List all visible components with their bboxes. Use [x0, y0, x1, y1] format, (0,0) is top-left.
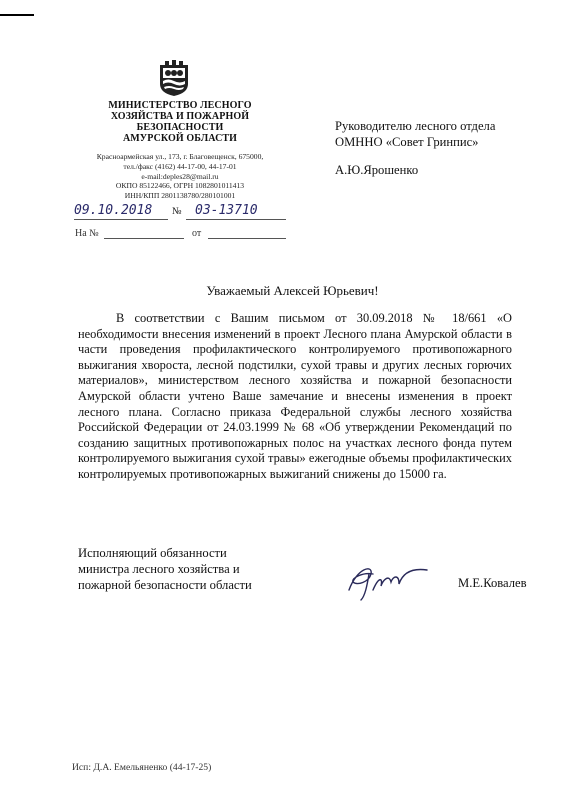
reference-number-line: [104, 238, 184, 239]
letter-body: [78, 311, 512, 483]
executor-note: Исп: Д.А. Емельяненко (44-17-25): [72, 762, 212, 773]
salutation: Уважаемый Алексей Юрьевич!: [206, 283, 379, 298]
ministry-line: АМУРСКОЙ ОБЛАСТИ: [122, 133, 238, 144]
number-underline: [186, 219, 286, 220]
ministry-name: [100, 100, 260, 144]
body-paragraph: В соответствии с Вашим письмом от 30.09.2018 № 18/661 «О необходимости внесения изменений в проект Лесного плана Амурской области в части проведения профилактического контролируемого противопожарного выжигания хвороста, лесной подстилки, сухой травы и других лесных горючих материалов», министерством лесного хозяйства и пожарной безопасности Амурской области учтено Ваше замечание и внесены изменения в проект лесного плана. Согласно приказа Федеральной службы лесного хозяйства Российской Федерации от 24.03.1999 № 68 «Об утверждении Рекомендаций по созданию защитных противопожарных полос на участках лесного фонда путем контролируемого выжигания сухой травы» ежегодные объемы профилактических контролируемых противопожарных выжиганий снижены до 15000 га.: [78, 311, 512, 481]
ministry-contacts: [88, 152, 272, 201]
ministry-line: БЕЗОПАСНОСТИ: [136, 122, 224, 133]
coat-of-arms-emblem: [157, 57, 191, 97]
position-line: министра лесного хозяйства и: [78, 562, 240, 576]
reference-label: На №: [75, 228, 99, 239]
contact-line: e-mail:deples28@mail.ru: [141, 171, 219, 181]
date-underline: [74, 219, 168, 220]
contact-line: ИНН/КПП 2801138780/280101001: [124, 191, 236, 201]
ministry-line: ХОЗЯЙСТВА И ПОЖАРНОЙ: [110, 111, 250, 122]
contact-line: тел./факс (4162) 44-17-00, 44-17-01: [123, 161, 237, 171]
signer-name: М.Е.Ковалев: [458, 576, 527, 590]
addressee-block: [335, 118, 495, 178]
number-sign: №: [172, 206, 182, 217]
contact-line: ОКПО 85122466, ОГРН 1082801011413: [115, 181, 245, 191]
outgoing-date: 09.10.2018: [74, 203, 153, 218]
corner-mark: [0, 14, 34, 16]
addressee-name: А.Ю.Ярошенко: [335, 163, 419, 177]
addressee-position: Руководителю лесного отдела: [335, 119, 496, 133]
contact-line: Красноармейская ул., 173, г. Благовещенск, 675000,: [96, 152, 264, 161]
reference-date-line: [208, 238, 286, 239]
addressee-organization: ОМННО «Совет Гринпис»: [335, 135, 479, 149]
signer-position: [78, 545, 252, 593]
position-line: пожарной безопасности области: [78, 578, 252, 592]
reference-from-label: от: [192, 228, 202, 239]
ministry-line: МИНИСТЕРСТВО ЛЕСНОГО: [108, 100, 252, 111]
handwritten-signature: [343, 560, 433, 604]
outgoing-number: 03-13710: [195, 203, 258, 218]
position-line: Исполняющий обязанности: [78, 546, 227, 560]
